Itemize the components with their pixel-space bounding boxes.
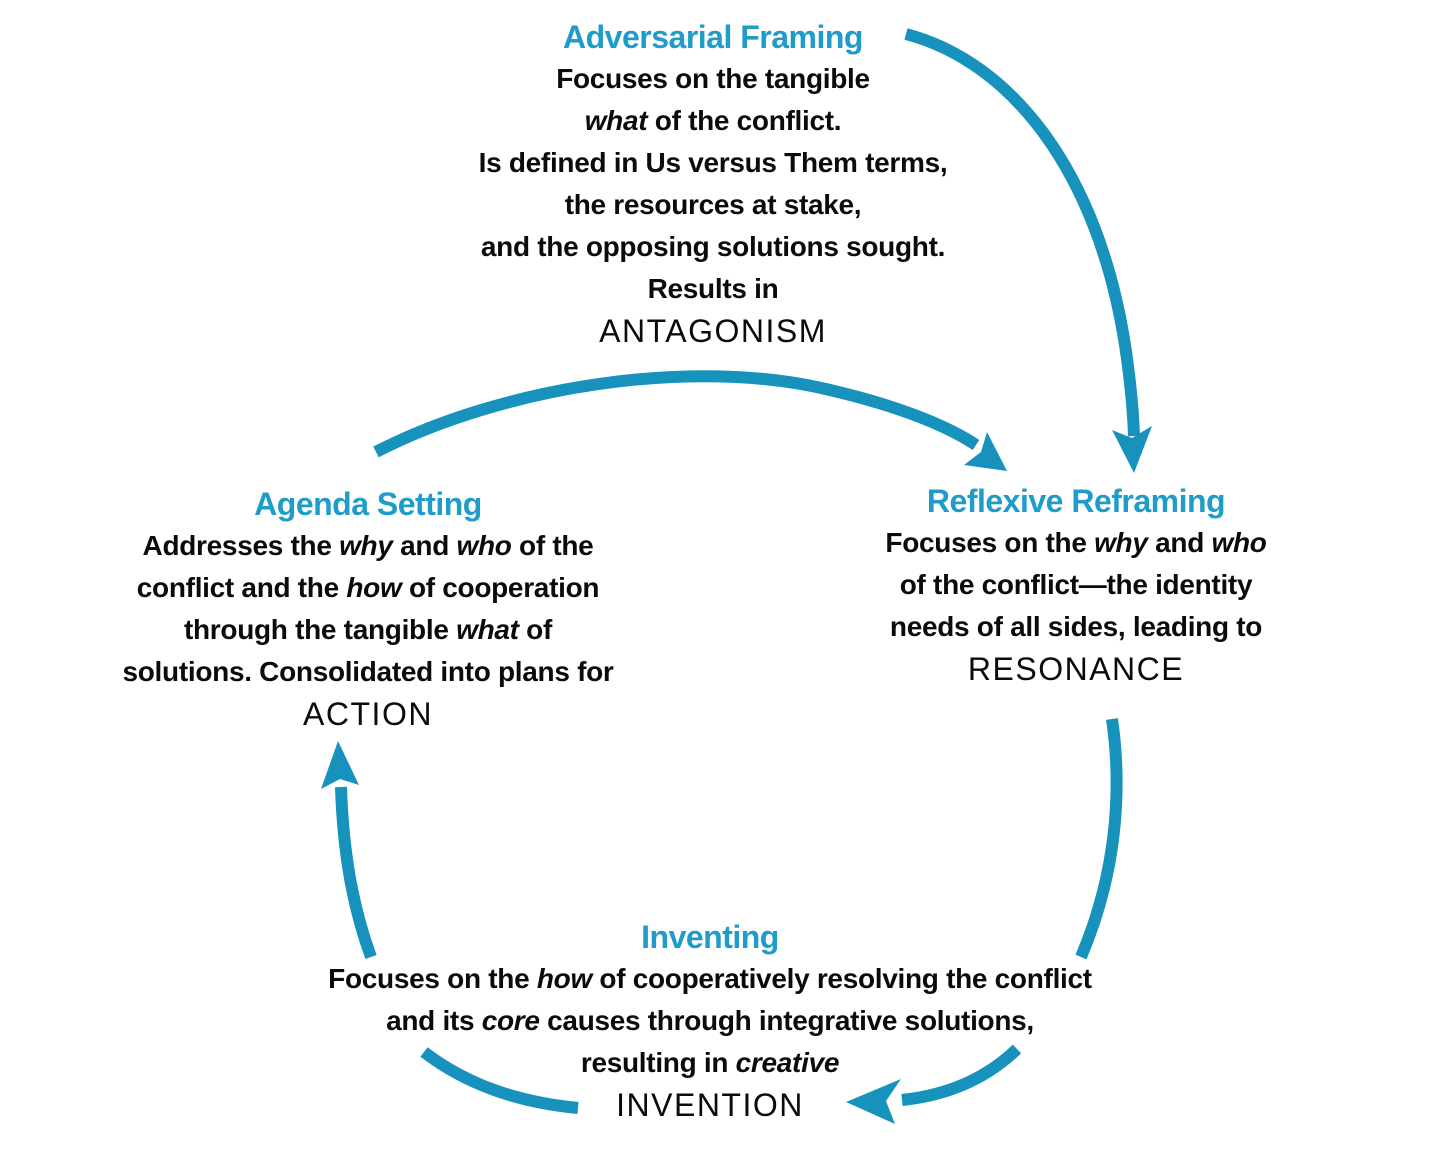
block-inventing [328, 916, 1092, 1126]
block-agenda-setting [122, 483, 613, 735]
block-result-action: ACTION [303, 696, 433, 732]
block-title: Agenda Setting [254, 486, 482, 522]
block-result-antagonism: ANTAGONISM [599, 313, 827, 349]
block-title: Inventing [641, 919, 779, 955]
block-text-line: Focuses on the tangible [556, 63, 870, 94]
block-text-line: Focuses on the how of cooperatively resolving the conflict [328, 963, 1092, 994]
block-text-line: needs of all sides, leading to [889, 611, 1263, 642]
arrowhead-up-icon [321, 741, 359, 789]
block-title: Reflexive Reframing [926, 483, 1226, 519]
arrow-agenda-to-reflexive [376, 376, 1007, 471]
block-text-line: Addresses the why and who of the [142, 530, 594, 561]
block-text-line: conflict and the how of cooperation [136, 572, 600, 603]
block-reflexive-reframing [885, 480, 1266, 690]
block-result-resonance: RESONANCE [967, 651, 1185, 687]
block-text-line: what of the conflict. [584, 105, 842, 136]
block-adversarial-framing [479, 16, 948, 352]
block-text-line: Is defined in Us versus Them terms, [478, 147, 948, 178]
block-text-line: Focuses on the why and who [885, 527, 1267, 558]
block-text-line: and its core causes through integrative solutions, [386, 1005, 1034, 1036]
block-text-line: of the conflict—the identity [899, 569, 1253, 600]
block-text-line: and the opposing solutions sought. [480, 231, 946, 262]
arrow-curve [376, 376, 976, 452]
block-title: Adversarial Framing [563, 19, 863, 55]
block-text-line: resulting in creative [580, 1047, 840, 1078]
block-result-invention: INVENTION [616, 1087, 804, 1123]
block-text-line: Results in [647, 273, 779, 304]
block-text-line: solutions. Consolidated into plans for [122, 656, 614, 687]
block-text-line: the resources at stake, [564, 189, 862, 220]
block-text-line: through the tangible what of [183, 614, 553, 645]
